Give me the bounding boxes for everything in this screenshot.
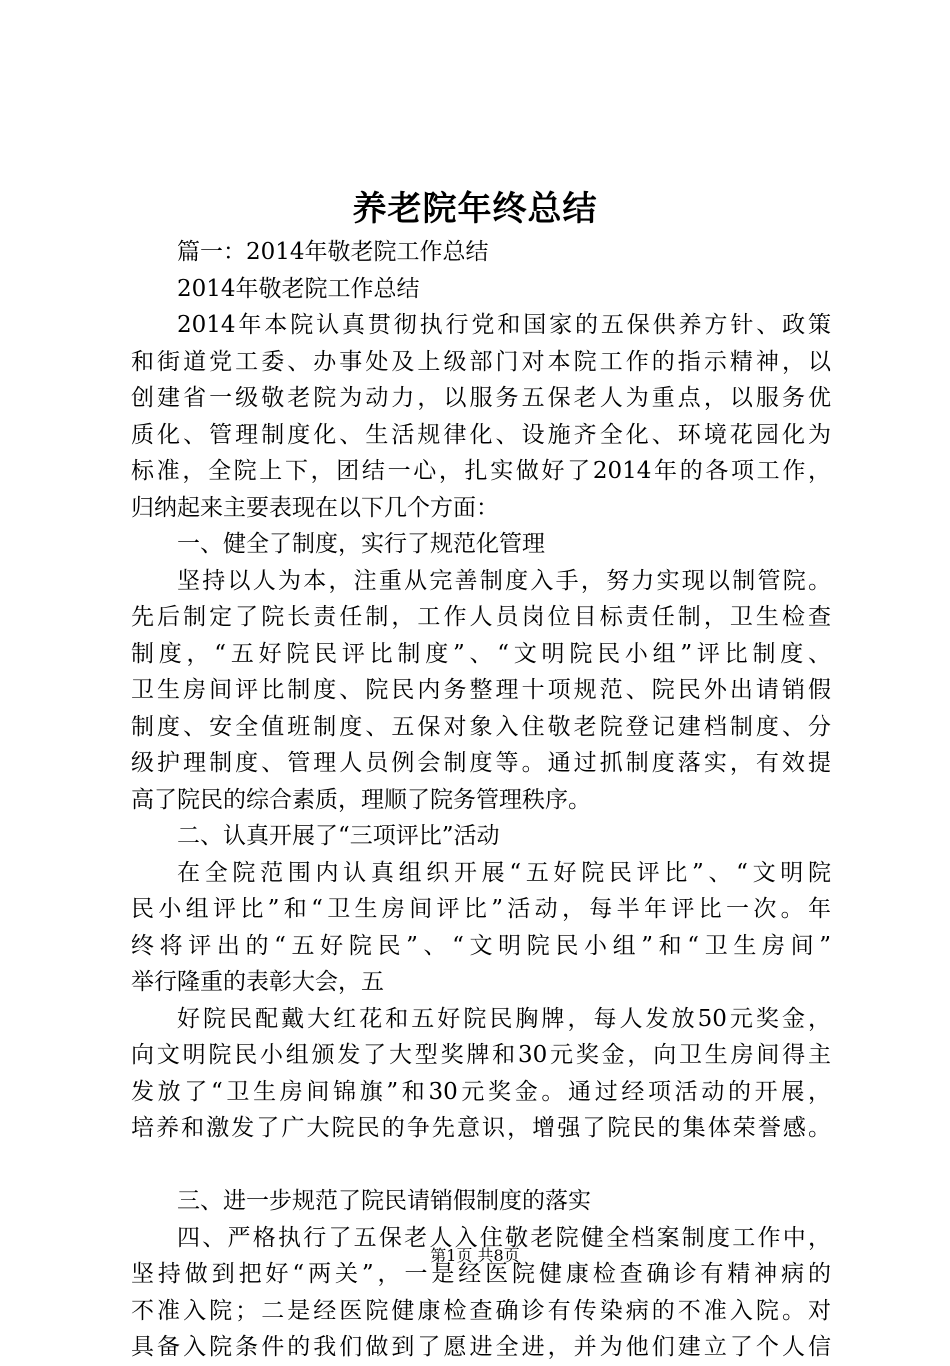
blank-line (131, 1147, 831, 1184)
paragraph-line: 质化、管理制度化、生活规律化、设施齐全化、环境花园化为 (131, 421, 831, 448)
paragraph-line: 先后制定了院长责任制，工作人员岗位目标责任制，卫生检查 (131, 604, 831, 630)
paragraph-line: 四、严格执行了五保老人入住敬老院健全档案制度工作中， (177, 1224, 831, 1251)
subtitle-line: 2014年敬老院工作总结 (177, 275, 420, 302)
paragraph-line: 不准入院；二是经医院健康检查确诊有传染病的不准入院。对 (131, 1297, 831, 1324)
page-number-footer: 第1页 共8页 (430, 1246, 520, 1265)
paragraph-line: 终将评出的“五好院民”、“文明院民小组”和“卫生房间” (131, 932, 831, 959)
paragraph-line: 培养和激发了广大院民的争先意识，增强了院民的集体荣誉感。 (131, 1115, 831, 1141)
document-title: 养老院年终总结 (352, 189, 598, 229)
paragraph-line: 坚持以人为本，注重从完善制度入手，努力实现以制管院。 (177, 567, 831, 594)
paragraph-line: 创建省一级敬老院为动力，以服务五保老人为重点，以服务优 (131, 385, 831, 411)
section-heading: 三、进一步规范了院民请销假制度的落实 (177, 1188, 591, 1214)
section-heading: 一、健全了制度，实行了规范化管理 (177, 531, 545, 557)
paragraph-line: 制度、安全值班制度、五保对象入住敬老院登记建档制度、分 (131, 713, 831, 740)
paragraph-line: 卫生房间评比制度、院民内务整理十项规范、院民外出请销假 (131, 677, 831, 703)
paragraph-line: 标准，全院上下，团结一心，扎实做好了2014年的各项工作， (131, 458, 831, 484)
paragraph-line: 在全院范围内认真组织开展“五好院民评比”、“文明院 (177, 859, 831, 886)
paragraph-line: 高了院民的综合素质，理顺了院务管理秩序。 (131, 786, 591, 813)
section-heading: 篇一：2014年敬老院工作总结 (177, 239, 489, 265)
paragraph-line: 坚持做到把好“两关”，一是经医院健康检查确诊有精神病的 (131, 1261, 831, 1287)
paragraph-line: 民小组评比”和“卫生房间评比”活动，每半年评比一次。年 (131, 896, 831, 922)
paragraph-line: 向文明院民小组颁发了大型奖牌和30元奖金，向卫生房间得主 (131, 1042, 831, 1068)
paragraph-line: 具备入院条件的我们做到了愿进全进，并为他们建立了个人信 (131, 1334, 831, 1360)
paragraph-line: 和街道党工委、办事处及上级部门对本院工作的指示精神，以 (131, 348, 831, 375)
paragraph-line: 发放了“卫生房间锦旗”和30元奖金。通过经项活动的开展， (131, 1078, 831, 1105)
paragraph-line: 制度，“五好院民评比制度”、“文明院民小组”评比制度、 (131, 640, 831, 667)
paragraph-line: 好院民配戴大红花和五好院民胸牌，每人发放50元奖金， (177, 1005, 831, 1032)
paragraph-line: 级护理制度、管理人员例会制度等。通过抓制度落实，有效提 (131, 750, 831, 776)
paragraph-line: 举行隆重的表彰大会，五 (131, 969, 384, 995)
paragraph-line: 2014年本院认真贯彻执行党和国家的五保供养方针、政策 (177, 312, 831, 338)
paragraph-line: 归纳起来主要表现在以下几个方面： (131, 494, 499, 521)
document-body (131, 234, 831, 1366)
section-heading: 二、认真开展了“三项评比”活动 (177, 823, 500, 849)
